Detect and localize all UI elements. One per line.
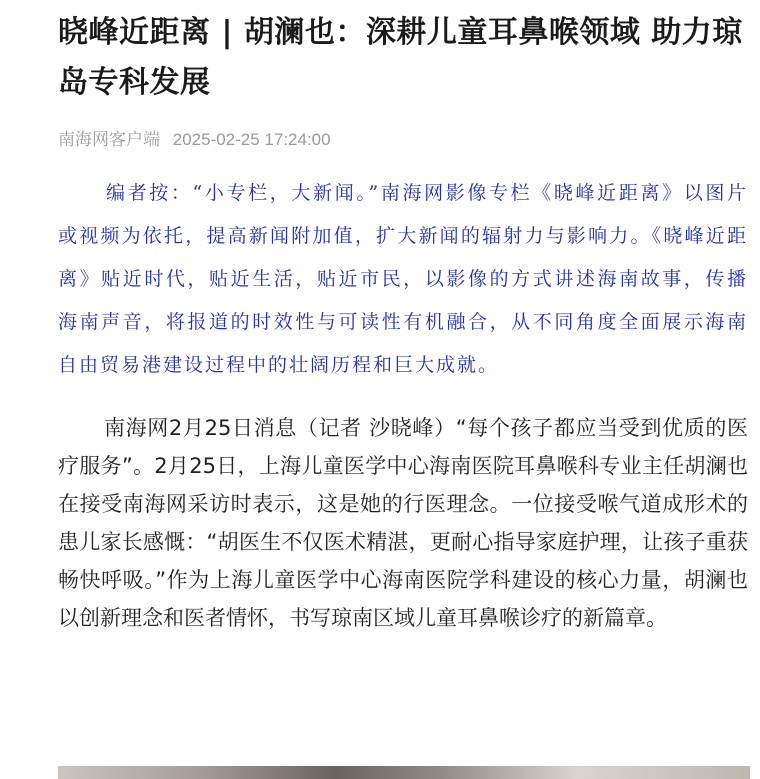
article xyxy=(58,0,748,658)
editor-note: 编者按：“小专栏，大新闻。”南海网影像专栏《晓峰近距离》以图片或视频为依托，提高新闻附加值，扩大新闻的辐射力与影响力。《晓峰近距离》贴近时代，贴近生活，贴近市民，以影像的方式讲述海南故事，传播海南声音，将报道的时效性与可读性有机融合，从不同角度全面展示海南自由贸易港建设过程中的壮阔历程和巨大成就。 xyxy=(58,182,748,376)
article-image[interactable] xyxy=(58,766,750,779)
article-paragraph: 南海网2月25日消息（记者 沙晓峰）“每个孩子都应当受到优质的医疗服务”。2月25日，上海儿童医学中心海南医院耳鼻喉科专业主任胡澜也在接受南海网采访时表示，这是她的行医理念。一位接受喉气道成形术的患儿家长感慨：“胡医生不仅医术精湛，更耐心指导家庭护理，让孩子重获畅快呼吸。”作为上海儿童医学中心海南医院学科建设的核心力量，胡澜也以创新理念和医者情怀，书写琼南区域儿童耳鼻喉诊疗的新篇章。 xyxy=(58,416,748,630)
article-source[interactable]: 南海网客户端 xyxy=(58,130,160,149)
article-title: 晓峰近距离 | 胡澜也：深耕儿童耳鼻喉领域 助力琼岛专科发展 xyxy=(58,15,743,100)
article-meta xyxy=(58,128,748,152)
article-datetime: 2025-02-25 17:24:00 xyxy=(172,130,331,149)
